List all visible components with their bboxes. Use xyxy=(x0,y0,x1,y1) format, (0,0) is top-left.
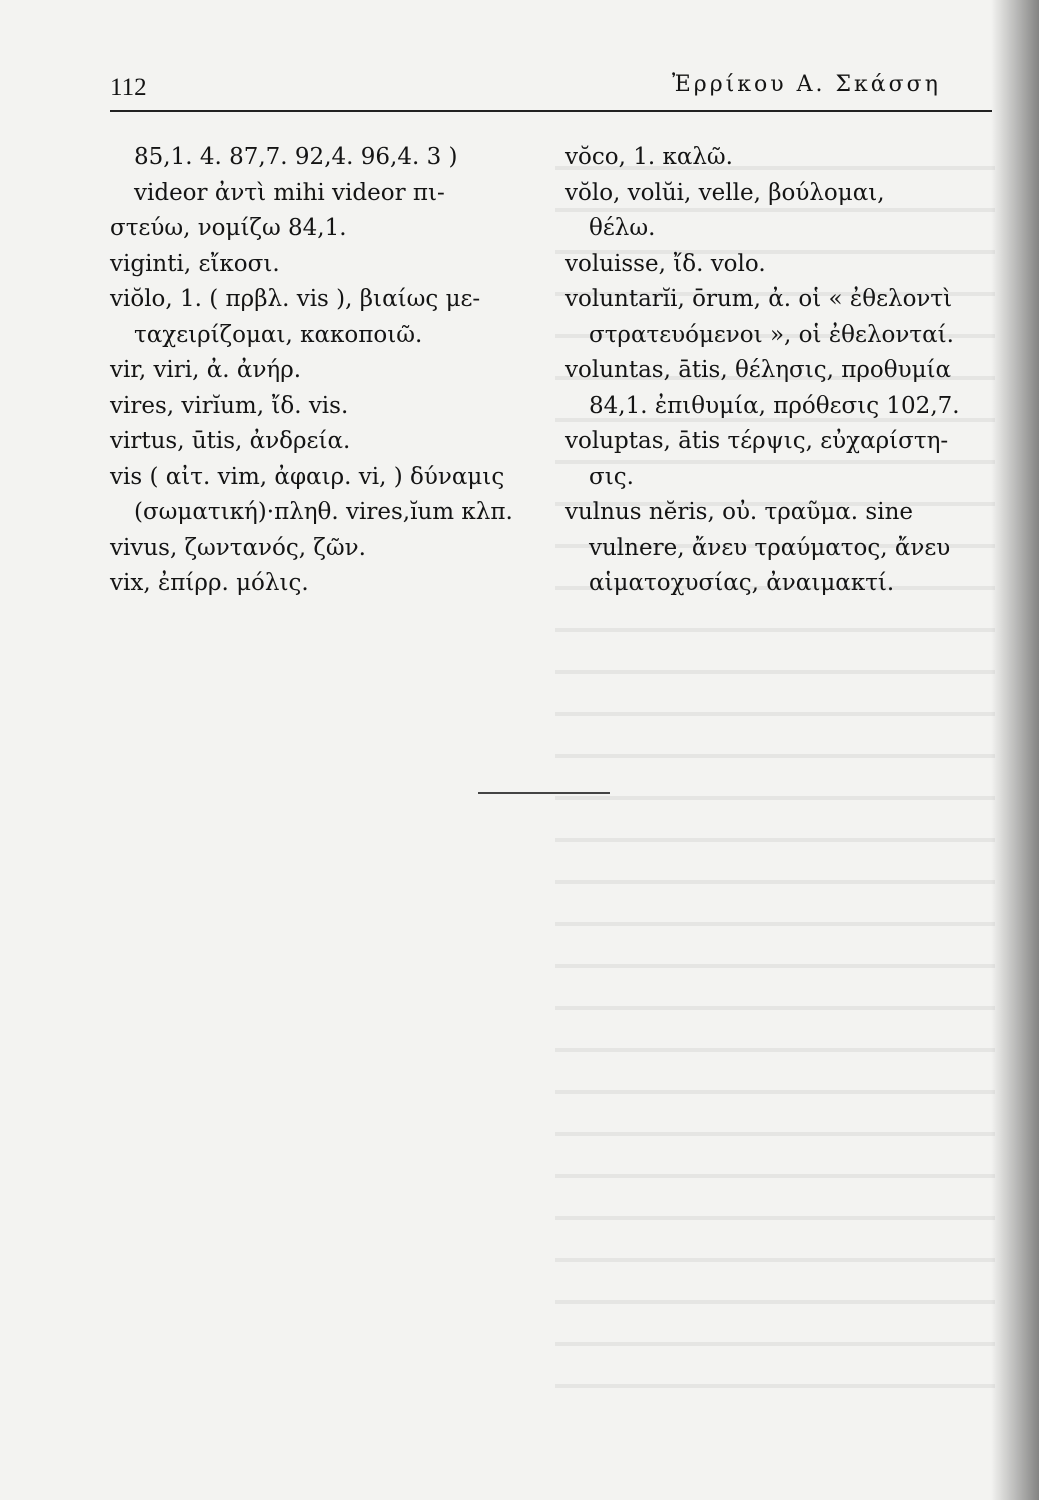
entry-line: virtus, ūtis, ἀνδρεία. xyxy=(110,428,351,454)
entry-line: αἱματοχυσίας, ἀναιμακτί. xyxy=(589,570,895,596)
entry-line: vis ( αἰτ. vim, ἀφαιρ. vi, ) δύναμις xyxy=(110,463,505,490)
header-rule xyxy=(110,110,992,112)
entry-line: (σωματική)·πληθ. vires,ĭum κλπ. xyxy=(134,499,513,525)
entry-line: vires, virĭum, ἴδ. vis. xyxy=(110,392,349,419)
entry-line: vulnus nĕris, οὐ. τραῦμα. sine xyxy=(565,499,913,525)
section-end-rule xyxy=(478,792,610,794)
page-edge-shadow xyxy=(991,0,1039,1500)
entry-line: voluntarĭi, ōrum, ἀ. οἱ « ἐθελοντὶ xyxy=(565,286,953,312)
entry-line: σις. xyxy=(589,463,634,490)
entry-line: στρατευόμενοι », οἱ ἐθελονταί. xyxy=(589,321,954,348)
entry-line: viginti, εἴκοσι. xyxy=(110,250,280,277)
left-column xyxy=(110,140,540,602)
entry-line: vir, viri, ἀ. ἀνήρ. xyxy=(110,357,302,383)
entry-line: θέλω. xyxy=(589,215,656,241)
entry-line: vivus, ζωντανός, ζῶν. xyxy=(110,534,366,561)
entry-line: voluptas, ātis τέρψις, εὐχαρίστη- xyxy=(565,428,949,454)
entry-line: voluisse, ἴδ. volo. xyxy=(565,250,766,277)
entry-line: videor ἀντὶ mihi videor πι- xyxy=(134,179,445,206)
entry-line: vŏlo, volŭi, velle, βούλομαι, xyxy=(565,179,885,206)
entry-line: vulnere, ἄνευ τραύματος, ἄνευ xyxy=(589,534,951,561)
entry-line: vŏco, 1. καλῶ. xyxy=(565,144,733,170)
entry-line: voluntas, ātis, θέλησις, προθυμία xyxy=(565,357,952,383)
page-number: 112 xyxy=(110,74,147,101)
entry-line: στεύω, νομίζω 84,1. xyxy=(110,215,347,241)
entry-line: ταχειρίζομαι, κακοποιῶ. xyxy=(134,321,423,348)
entry-line: vix, ἐπίρρ. μόλις. xyxy=(110,570,309,596)
entry-line: viŏlo, 1. ( πρβλ. vis ), βιαίως με- xyxy=(110,286,481,312)
right-column xyxy=(565,140,985,602)
entry-line: 85,1. 4. 87,7. 92,4. 96,4. 3 ) xyxy=(134,144,458,170)
entry-line: 84,1. ἐπιθυμία, πρόθεσις 102,7. xyxy=(589,392,960,419)
running-head: Ἐρρίκου Α. Σκάσση xyxy=(672,72,941,97)
